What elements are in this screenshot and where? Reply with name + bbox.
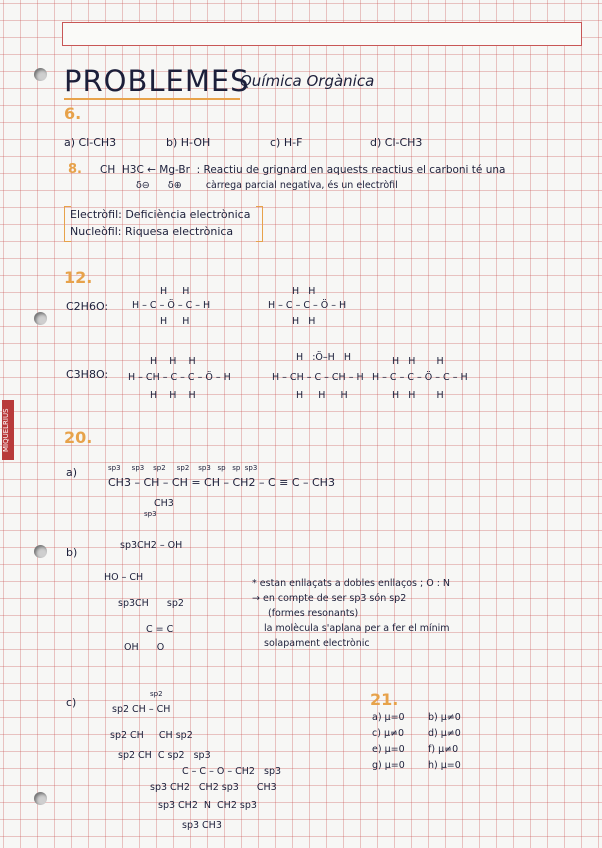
- page-title: PROBLEMES: [64, 64, 250, 98]
- grignard-line-1: CH H3C ← Mg-Br : Reactiu de grignard en aquests reactius el carboni té una: [100, 164, 506, 176]
- q12-struct-2a-bot: H H H: [150, 390, 196, 401]
- q12-struct-2a-mid: H – CH – C – C – Ö – H: [128, 372, 231, 383]
- q6-a: a) Cl-CH3: [64, 136, 117, 149]
- binder-hole-1: [34, 68, 47, 81]
- q21-e: e) μ=0: [372, 744, 405, 755]
- q12-struct-1a-bot: H H: [160, 316, 190, 327]
- q20-b-top: sp3CH2 – OH: [120, 540, 183, 551]
- binder-hole-4: [34, 792, 47, 805]
- q12-formula-1: C2H6O:: [66, 300, 109, 313]
- q21-number: 21.: [370, 690, 399, 709]
- q6-number: 6.: [64, 104, 82, 123]
- q20-b-note-1: * estan enllaçats a dobles enllaços ; O : N: [252, 578, 451, 589]
- definitions-bracket-right: [256, 206, 263, 242]
- q20-c-line-6: sp3 CH2 CH2 sp3 CH3: [150, 782, 277, 793]
- q21-f: f) μ≠0: [428, 744, 459, 755]
- q20-b-label: b): [66, 546, 78, 559]
- q12-struct-1b-mid: H – C – C – Ö – H: [268, 300, 347, 311]
- definition-nucleofil: Nucleòfil: Riquesa electrònica: [70, 225, 234, 238]
- q6-d: d) Cl-CH3: [370, 136, 423, 149]
- q20-a-branch: CH3: [154, 498, 174, 509]
- q12-struct-1b-bot: H H: [292, 316, 316, 327]
- q6-c: c) H-F: [270, 136, 303, 149]
- q12-struct-1b-top: H H: [292, 286, 316, 297]
- q21-a: a) μ=0: [372, 712, 405, 723]
- q12-number: 12.: [64, 268, 93, 287]
- q12-struct-2b-mid: H – CH – C – CH – H: [272, 372, 364, 383]
- q21-g: g) μ=0: [372, 760, 405, 771]
- definition-electrofil: Electròfil: Deficiència electrònica: [70, 208, 251, 221]
- q20-c-line-5: C – C – O – CH2 sp3: [182, 766, 282, 777]
- q20-c-line-3: sp2 CH CH sp2: [110, 730, 193, 741]
- q20-b-mid: HO – CH: [104, 572, 144, 583]
- q20-c-line-1: sp2: [150, 690, 163, 698]
- q21-h: h) μ=0: [428, 760, 461, 771]
- q12-struct-2b-top: H :Ö–H H: [296, 352, 351, 363]
- q20-b-note-4: la molècula s'aplana per a fer el mínim: [264, 623, 450, 634]
- q20-a-hybridization: sp3 sp3 sp2 sp2 sp3 sp sp sp3: [108, 464, 258, 472]
- q20-number: 20.: [64, 428, 93, 447]
- brand-strip: MIQUELRIUS: [2, 400, 14, 460]
- q12-struct-2c-mid: H – C – C – Ö – C – H: [372, 372, 468, 383]
- q12-struct-2c-bot: H H H: [392, 390, 444, 401]
- q12-formula-2: C3H8O:: [66, 368, 109, 381]
- q20-b-ring-2: C = C: [146, 624, 174, 635]
- q12-struct-2b-bot: H H H: [296, 390, 348, 401]
- title-underline: [64, 98, 240, 100]
- q21-b: b) μ≠0: [428, 712, 461, 723]
- q12-struct-1a-top: H H: [160, 286, 190, 297]
- q20-c-line-7: sp3 CH2 N CH2 sp3: [158, 800, 257, 811]
- q21-c: c) μ≠0: [372, 728, 404, 739]
- q20-a-chain: CH3 – CH – CH = CH – CH2 – C ≡ C – CH3: [108, 476, 335, 489]
- q20-b-ring-1: sp3CH sp2: [118, 598, 184, 609]
- q20-a-branch-sp: sp3: [144, 510, 157, 518]
- q20-c-line-4: sp2 CH C sp2 sp3: [118, 750, 211, 761]
- q12-struct-1a-mid: H – C – Ö – C – H: [132, 300, 211, 311]
- q20-c-label: c): [66, 696, 77, 709]
- q20-b-note-3: (formes resonants): [268, 608, 359, 619]
- grignard-line-2: δ⊖ δ⊕ càrrega parcial negativa, és un electròfil: [136, 180, 398, 191]
- binder-hole-2: [34, 312, 47, 325]
- q20-b-note-2: → en compte de ser sp3 són sp2: [252, 593, 407, 604]
- q20-c-line-8: sp3 CH3: [182, 820, 222, 831]
- binder-hole-3: [34, 545, 47, 558]
- q20-a-label: a): [66, 466, 78, 479]
- grignard-marker: 8.: [68, 162, 82, 177]
- q21-d: d) μ≠0: [428, 728, 461, 739]
- q20-c-line-2: sp2 CH – CH: [112, 704, 171, 715]
- q20-b-note-5: solapament electrònic: [264, 638, 370, 649]
- q20-b-ring-3: OH O: [124, 642, 165, 653]
- q12-struct-2a-top: H H H: [150, 356, 196, 367]
- q6-b: b) H-OH: [166, 136, 211, 149]
- q12-struct-2c-top: H H H: [392, 356, 444, 367]
- header-box: [62, 22, 582, 46]
- page-subtitle: Química Orgànica: [240, 72, 375, 90]
